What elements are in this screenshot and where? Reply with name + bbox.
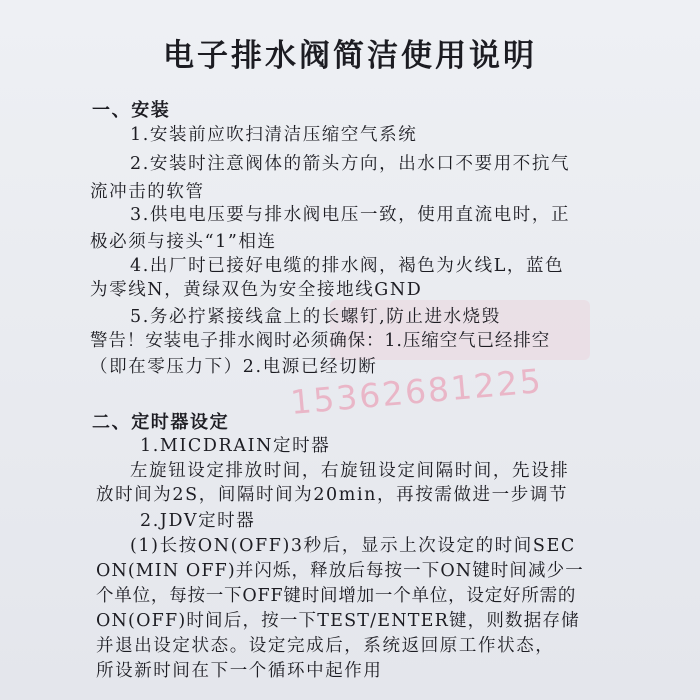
watermark-phone: 15362681225 (288, 361, 545, 422)
section2-line-1: 1.MICDRAIN定时器 (140, 436, 331, 456)
section2-line-6: ON(MIN OFF)并闪烁，释放后每按一下ON键时间减少一 (96, 561, 584, 581)
section2-line-9: 并退出设定状态。设定完成后，系统返回原工作状态， (96, 636, 555, 656)
section1-line-7: 为零线N，黄绿双色为安全接地线GND (90, 280, 423, 300)
section2-line-7: 个单位，每按一下OFF键时间增加一个单位，设定好所需的 (96, 586, 577, 606)
document-title: 电子排水阀简洁使用说明 (163, 38, 537, 74)
section1-warning: 警告！安装电子排水阀时必须确保：1.压缩空气已经排空 (90, 331, 551, 351)
section1-line-1: 1.安装前应吹扫清洁压缩空气系统 (130, 125, 418, 145)
section1-line-3: 流冲击的软管 (90, 182, 205, 202)
section1-line-5: 极必须与接头“1”相连 (90, 232, 277, 252)
section2-line-2: 左旋钮设定排放时间，右旋钮设定间隔时间，先设排 (130, 461, 570, 481)
section2-line-10: 所设新时间在下一个循环中起作用 (96, 661, 383, 681)
section2-heading: 二、定时器设定 (92, 412, 230, 433)
section1-line-10: （即在零压力下）2.电源已经切断 (90, 357, 378, 377)
section1-line-8: 5.务必拧紧接线盒上的长螺钉,防止进水烧毁 (130, 307, 501, 327)
section2-line-3: 放时间为2S，间隔时间为20min，再按需做进一步调节 (96, 485, 569, 505)
section1-heading: 一、安装 (92, 100, 171, 121)
section1-line-2: 2.安装时注意阀体的箭头方向，出水口不要用不抗气 (130, 154, 571, 174)
section2-line-5: (1)长按ON(OFF)3秒后，显示上次设定的时间SEC (130, 536, 576, 556)
section2-line-4: 2.JDV定时器 (140, 511, 256, 531)
section1-line-6: 4.出厂时已接好电缆的排水阀，褐色为火线L，蓝色 (130, 256, 565, 276)
section2-line-8: ON(OFF)时间后，按一下TEST/ENTER键，则数据存储 (96, 611, 580, 631)
section1-line-4: 3.供电电压要与排水阀电压一致，使用直流电时，正 (130, 205, 571, 225)
